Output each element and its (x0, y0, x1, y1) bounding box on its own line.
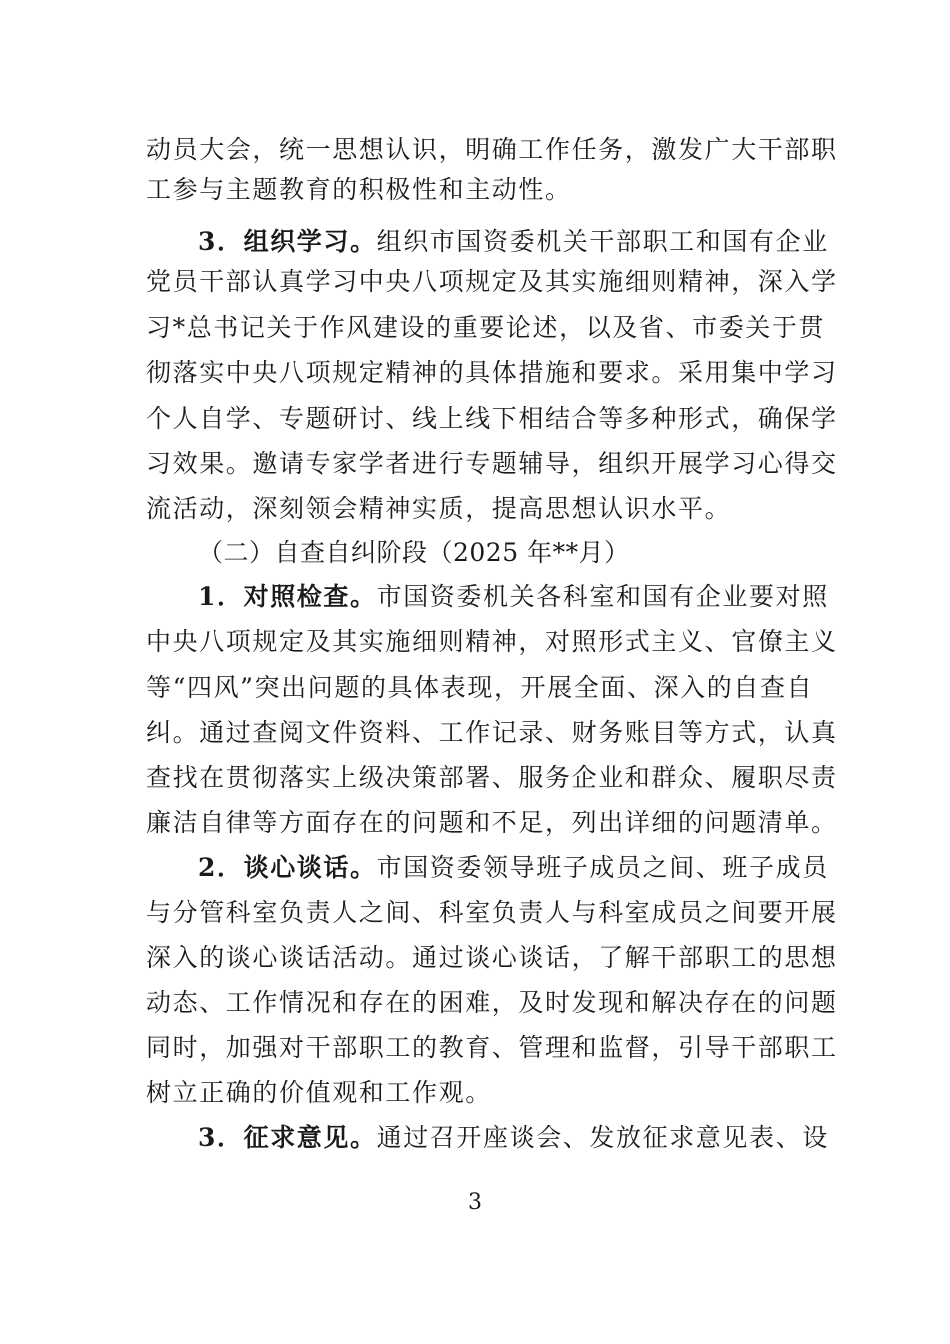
item-heading: 3．组织学习。 (198, 227, 377, 256)
item-heading: 2．谈心谈话。 (198, 853, 377, 882)
paragraph-line: 查找在贯彻落实上级决策部署、服务企业和群众、履职尽责 (146, 763, 838, 792)
paragraph-line: 树立正确的价值观和工作观。 (146, 1078, 492, 1107)
page-number: 3 (468, 1190, 482, 1215)
paragraph-line: 习*总书记关于作风建设的重要论述，以及省、市委关于贯 (146, 313, 826, 342)
item-heading: 1．对照检查。 (198, 582, 377, 611)
paragraph-line: 3．征求意见。通过召开座谈会、发放征求意见表、设 (198, 1123, 829, 1152)
paragraph-line: 党员干部认真学习中央八项规定及其实施细则精神，深入学 (146, 267, 838, 296)
paragraph-line: 3．组织学习。组织市国资委机关干部职工和国有企业 (198, 227, 829, 256)
paragraph-line: 纠。通过查阅文件资料、工作记录、财务账目等方式，认真 (146, 718, 838, 747)
paragraph-line: 同时，加强对干部职工的教育、管理和监督，引导干部职工 (146, 1033, 838, 1062)
paragraph-line: 流活动，深刻领会精神实质，提高思想认识水平。 (146, 494, 732, 523)
paragraph-line: 工参与主题教育的积极性和主动性。 (146, 175, 572, 204)
paragraph-line: 彻落实中央八项规定精神的具体措施和要求。采用集中学习 (146, 358, 838, 387)
paragraph-line: 2．谈心谈话。市国资委领导班子成员之间、班子成员 (198, 853, 829, 882)
section-heading: （二）自查自纠阶段（2025 年**月） (198, 538, 630, 567)
item-heading: 3．征求意见。 (198, 1123, 377, 1152)
paragraph-line: 中央八项规定及其实施细则精神，对照形式主义、官僚主义 (146, 627, 838, 656)
paragraph-line: 1．对照检查。市国资委机关各科室和国有企业要对照 (198, 582, 829, 611)
paragraph-line: 个人自学、专题研讨、线上线下相结合等多种形式，确保学 (146, 404, 838, 433)
paragraph-line: 习效果。邀请专家学者进行专题辅导，组织开展学习心得交 (146, 449, 838, 478)
paragraph-line: 与分管科室负责人之间、科室负责人与科室成员之间要开展 (146, 898, 838, 927)
paragraph-line: 深入的谈心谈话活动。通过谈心谈话，了解干部职工的思想 (146, 943, 838, 972)
paragraph-line: 动态、工作情况和存在的困难，及时发现和解决存在的问题 (146, 988, 838, 1017)
paragraph-line: 廉洁自律等方面存在的问题和不足，列出详细的问题清单。 (146, 808, 838, 837)
paragraph-line: 动员大会，统一思想认识，明确工作任务，激发广大干部职 (146, 135, 838, 164)
paragraph-line: 等“四风”突出问题的具体表现，开展全面、深入的自查自 (146, 673, 814, 702)
